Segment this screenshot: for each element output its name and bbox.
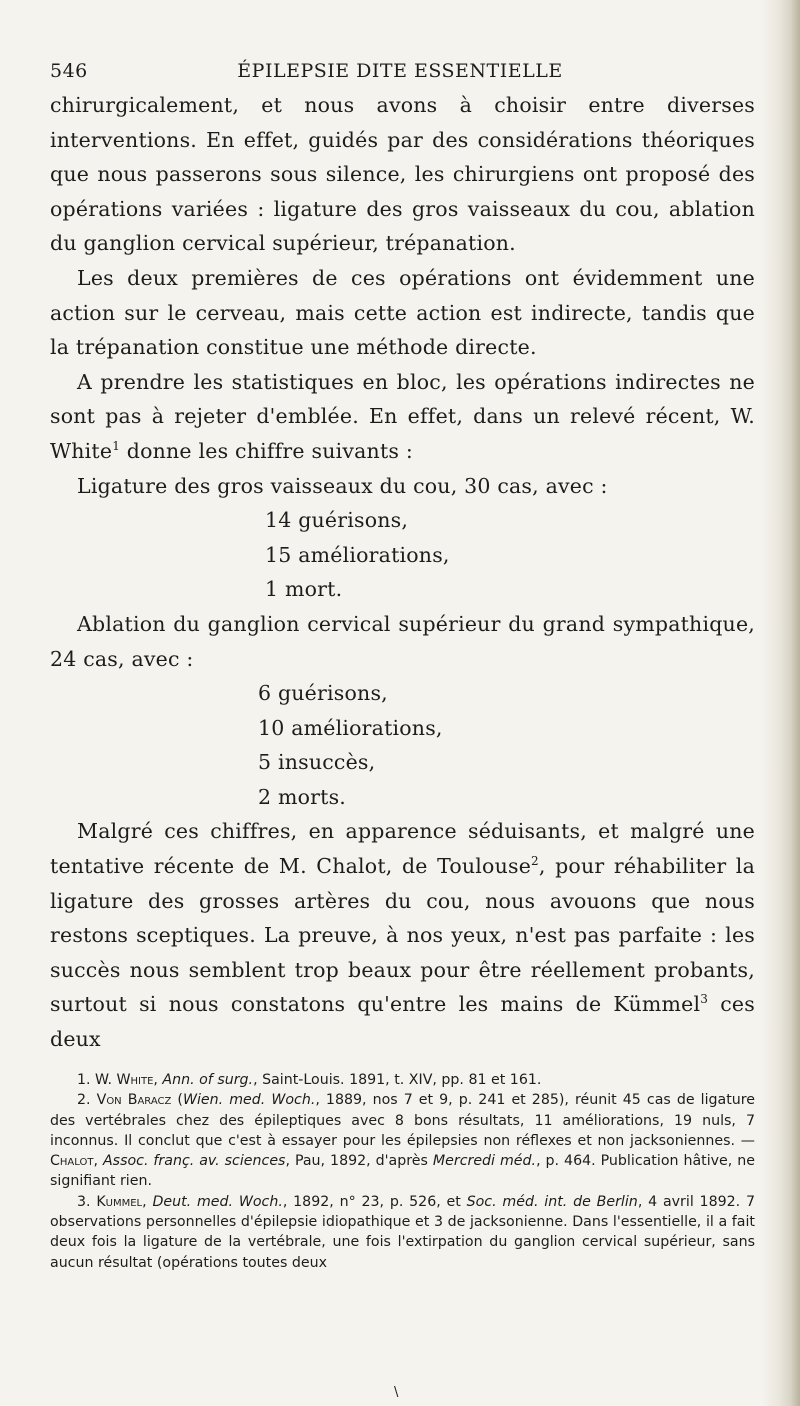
paragraph-text: Malgré ces chiffres, en apparence séduisants, et malgré une tentative récente de M. Chalot, de Toulouse [50,819,755,879]
footnote-journal: Assoc. franç. av. sciences [102,1153,286,1170]
footnote-author: W. White [95,1072,154,1088]
list-item: 10 améliorations, [258,715,443,740]
results-list [50,676,755,814]
page-number: 546 [50,60,88,82]
results-list [50,503,755,607]
footnote-journal: Wien. med. Woch. [182,1092,316,1109]
list-item: 1 mort. [265,577,343,602]
footnote-journal: Ann. of surg. [162,1072,254,1088]
footnote-author: Kummel [96,1193,143,1210]
paragraph-text: ces deux [50,992,755,1052]
footnote-3: 3. Kummel, Deut. med. Woch., 1892, n° 23, p. 526, et Soc. méd. int. de Berlin, 4 avril 1892. 7 observations personnelles d'épilepsie idiopathique et 3 de jacksonienne. Dans l'essentielle, il a fait deux fois la ligature de la vertébrale, une fois l'extirpation du ganglion cervical supérieur, sans aucun résultat (opérations toutes deux [50,1193,756,1271]
footnote-journal: Deut. med. Woch. [152,1193,283,1210]
list-item: 6 guérisons, [258,681,388,706]
paragraph-text: , pour réhabiliter la ligature des grosses artères du cou, nous avouons que nous restons sceptiques. La preuve, à nos yeux, n'est pas parfaite : les succès nous semblent trop beaux pour être réellement probants, surtout si nous constatons qu'entre les mains de Kümmel [50,854,755,1017]
list-item: 15 améliorations, [265,542,450,567]
signature-mark: \ [394,1385,399,1400]
list-item: 2 morts. [258,784,347,809]
footnote-ref: 2 [531,854,539,869]
paragraph-text: A prendre les statistiques en bloc, les opérations indirectes ne sont pas à rejeter d'emblée. En effet, dans un relevé récent, W. White [50,369,755,463]
page-header [50,60,750,90]
footnote-author: Von Baracz [96,1092,172,1109]
page-edge-shadow [762,0,800,1406]
paragraph: Ligature des gros vaisseaux du cou, 30 cas, avec : [77,473,608,498]
footnote-journal: Mercredi méd. [432,1153,537,1170]
paragraph: Ablation du ganglion cervical supérieur du grand sympathique, 24 cas, avec : [50,611,755,671]
footnote-1: 1. W. White, Ann. of surg., Saint-Louis. 1891, t. XIV, pp. 81 et 161. [77,1072,542,1088]
paragraph: Les deux premières de ces opérations ont évidemment une action sur le cerveau, mais cette action est indirecte, tandis que la trépanation constitue une méthode directe. [50,265,755,360]
footnote-2: 2. Von Baracz (Wien. med. Woch., 1889, nos 7 et 9, p. 241 et 285), réunit 45 cas de ligature des vertébrales chez des épileptiques avec 8 bons résultats, 11 améliorations, 19 nuls, 7 inconnus. Il conclut que c'est à essayer pour les épilepsies non réflexes et non jacksoniennes. — Chalot, Assoc. franç. av. sciences, Pau, 1892, d'après Mercredi méd., p. 464. Publication hâtive, ne signifiant rien. [50,1092,756,1190]
paragraph-text: donne les chiffre suivants : [120,438,413,463]
paragraph [50,814,755,1056]
footnote-ref: 1 [112,438,121,453]
footnotes [50,1070,755,1273]
body-text [50,88,755,1057]
footnote-ref: 3 [700,992,709,1007]
list-item: 14 guérisons, [265,508,409,533]
list-item: 5 insuccès, [258,750,376,775]
paragraph: chirurgicalement, et nous avons à choisir entre diverses interventions. En effet, guidés par des considérations théoriques que nous passerons sous silence, les chirurgiens ont proposé des opérations variées : ligature des gros vaisseaux du cou, ablation du ganglion cervical supérieur, trépanation. [50,93,755,256]
footnote-journal: Soc. méd. int. de Berlin [466,1193,638,1210]
footnote-author: Chalot [50,1153,94,1170]
paragraph [50,365,755,469]
running-head: ÉPILEPSIE DITE ESSENTIELLE [237,60,563,82]
